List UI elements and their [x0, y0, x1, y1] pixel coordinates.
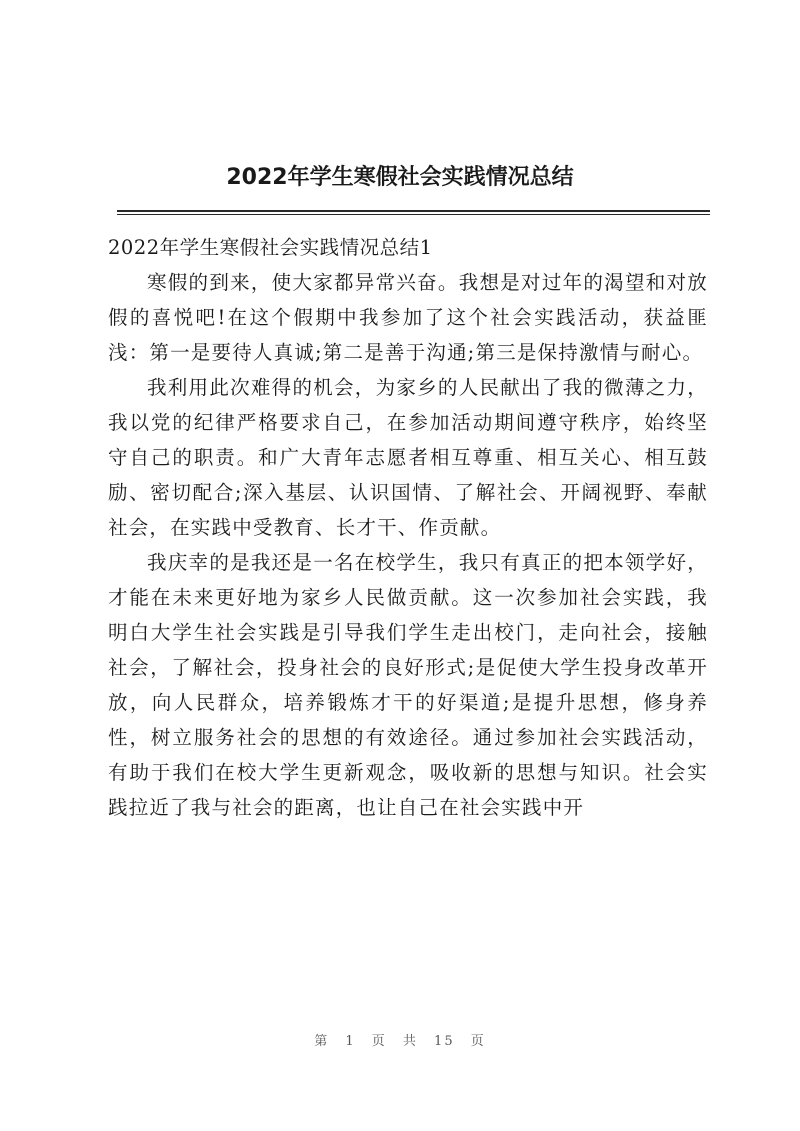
paragraph-3: 我庆幸的是我还是一名在校学生，我只有真正的把本领学好，才能在未来更好地为家乡人民做贡献。这一次参加社会实践，我明白大学生社会实践是引导我们学生走出校门，走向社会，接触社会，了解社会，投身社会的良好形式;是促使大学生投身改革开放，向人民群众，培养锻炼才干的好渠道;是提升思想，修身养性，树立服务社会的思想的有效途径。通过参加社会实践活动，有助于我们在校大学生更新观念，吸收新的思想与知识。社会实践拉近了我与社会的距离，也让自己在社会实践中开 [108, 551, 708, 819]
document-title: 2022年学生寒假社会实践情况总结 [226, 165, 574, 190]
title-divider [117, 210, 710, 212]
document-body [108, 230, 708, 825]
title-divider-thin [117, 214, 710, 215]
page-footer: 第 1 页 共 15 页 [314, 1034, 486, 1049]
paragraph-2: 我利用此次难得的机会，为家乡的人民献出了我的微薄之力，我以党的纪律严格要求自己，在参加活动期间遵守秩序，始终坚守自己的职责。和广大青年志愿者相互尊重、相互关心、相互鼓励、密切配合;深入基层、认识国情、了解社会、开阔视野、奉献社会，在实践中受教育、长才干、作贡献。 [108, 376, 708, 539]
section-heading: 2022年学生寒假社会实践情况总结1 [108, 236, 433, 259]
paragraph-1: 寒假的到来，使大家都异常兴奋。我想是对过年的渴望和对放假的喜悦吧!在这个假期中我参加了这个社会实践活动，获益匪浅：第一是要待人真诚;第二是善于沟通;第三是保持激情与耐心。 [108, 271, 708, 364]
